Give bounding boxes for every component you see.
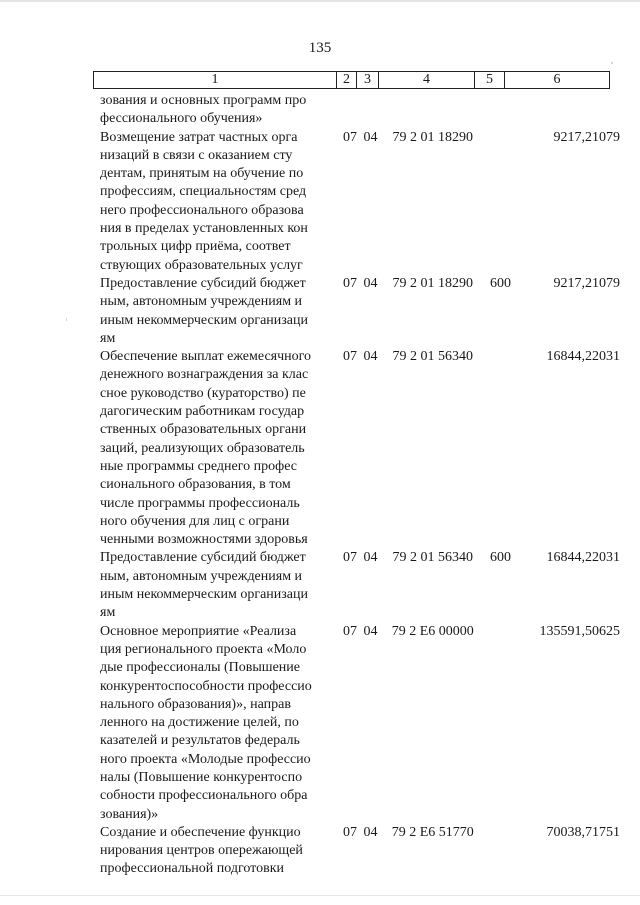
column-header-table: [93, 71, 610, 89]
expense-type-code: 600: [489, 550, 511, 566]
target-article-code: 79 2 Е6 51770: [391, 824, 474, 840]
table-row: [100, 275, 620, 348]
header-col-4: 4: [379, 72, 475, 89]
target-article-code: 79 2 01 18290: [392, 275, 473, 291]
subsection-code: 04: [363, 550, 378, 566]
subsection-code: 04: [363, 275, 378, 291]
subsection-code: 04: [363, 623, 378, 639]
row-description: зования и основных программ про фессионального обучения»: [100, 93, 307, 127]
row-description: Обеспечение выплат ежемесячного денежного вознаграждения за клас сное руководство (кураторство) пе дагогическим работникам государ ственных образовательных органи заций, реализующих образователь ные программы среднего профес сионального образования, в том числе программы профессиональ ного обучения для лиц с ограни ченными возможностями здоровья: [100, 349, 312, 548]
amount: 9217,21079: [553, 275, 620, 291]
row-description: Возмещение затрат частных орга низаций в связи с оказанием сту дентам, принятым на обучение по профессиям, специальностям сред него профессионального образова ния в пределах установленных кон трольных цифр приёма, соответ ствующих образовательных услуг: [100, 129, 308, 273]
header-col-5: 5: [475, 72, 505, 89]
scan-edge-top: [0, 0, 640, 2]
budget-table-body: [100, 92, 620, 879]
expense-type-code: 600: [489, 275, 511, 291]
row-description: Создание и обеспечение функцио нирования центров опережающей профессиональной подготовки: [100, 824, 303, 877]
section-code: 07: [343, 824, 358, 840]
target-article-code: 79 2 01 56340: [392, 550, 473, 566]
scan-edge-bottom: [0, 895, 640, 896]
amount: 70038,71751: [546, 824, 620, 840]
page-number: 135: [308, 40, 332, 56]
scan-speck: [611, 62, 613, 64]
table-row: [100, 348, 620, 549]
subsection-code: 04: [363, 349, 378, 365]
header-col-2: 2: [337, 72, 357, 89]
amount: 16844,22031: [546, 349, 620, 365]
row-description: Предоставление субсидий бюджет ным, автономным учреждениям и иным некоммерческим организаци ям: [100, 275, 309, 346]
amount: 9217,21079: [553, 129, 620, 145]
table-row: [100, 549, 620, 622]
table-row: [100, 129, 620, 275]
section-code: 07: [343, 129, 358, 145]
section-code: 07: [343, 550, 358, 566]
subsection-code: 04: [363, 824, 378, 840]
row-description: Основное мероприятие «Реализа ция регионального проекта «Моло дые профессионалы (Повышение конкурентоспособности профессио нального образования)», направ ленного на достижение целей, по казателей и результатов федераль ного проекта «Молодые профессио налы (Повышение конкурентоспо собности профессионального обра зования)»: [100, 623, 312, 822]
amount: 135591,50625: [539, 623, 620, 639]
subsection-code: 04: [363, 129, 378, 145]
target-article-code: 79 2 Е6 00000: [391, 623, 474, 639]
section-code: 07: [343, 349, 358, 365]
header-col-1: 1: [94, 72, 337, 89]
row-description: Предоставление субсидий бюджет ным, автономным учреждениям и иным некоммерческим организаци ям: [100, 550, 309, 621]
header-col-6: 6: [505, 72, 610, 89]
target-article-code: 79 2 01 18290: [392, 129, 473, 145]
section-code: 07: [343, 275, 358, 291]
amount: 16844,22031: [546, 550, 620, 566]
table-row: [100, 824, 620, 879]
header-col-3: 3: [357, 72, 379, 89]
table-row: [100, 623, 620, 824]
table-row: [100, 92, 620, 129]
target-article-code: 79 2 01 56340: [392, 349, 473, 365]
section-code: 07: [343, 623, 358, 639]
scan-speck: [66, 318, 67, 321]
